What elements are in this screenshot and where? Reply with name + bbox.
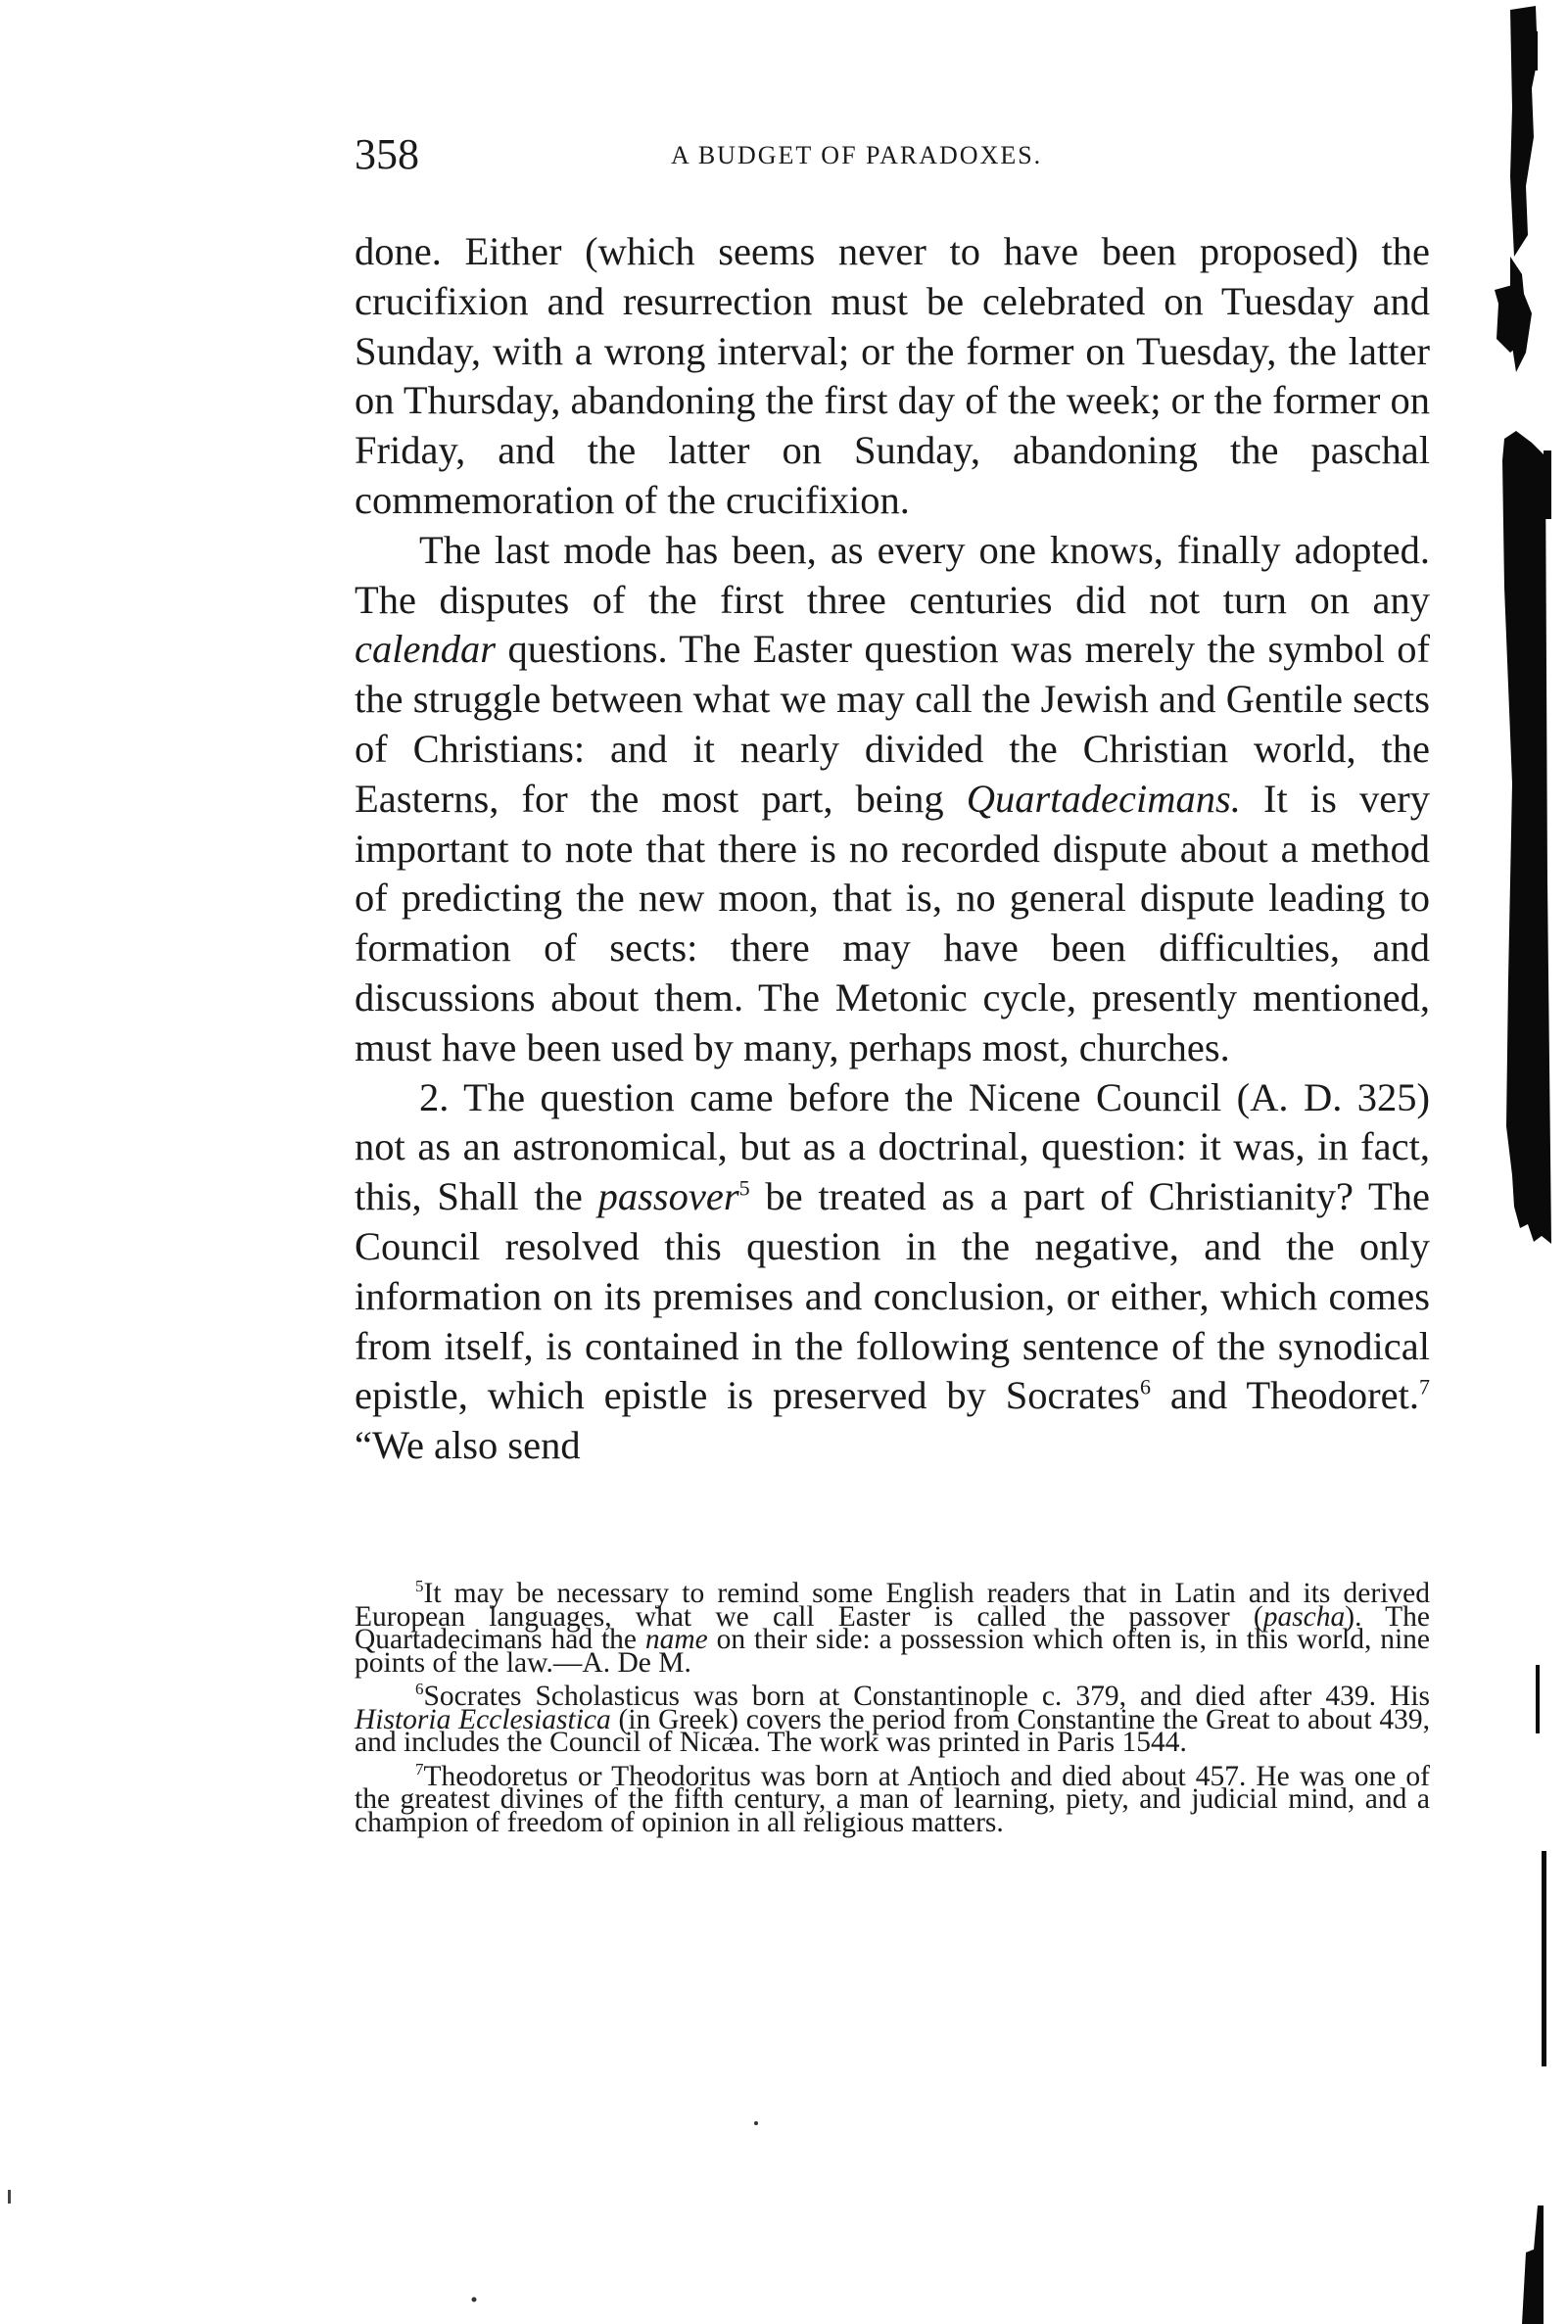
p2-quartadecimans: Quartadecimans. — [966, 776, 1241, 821]
footnote-6-title: Historia Ecclesiastica — [355, 1703, 611, 1735]
p3-passover: passover — [597, 1174, 739, 1219]
paragraph-3 — [355, 1073, 1430, 1471]
p2-calendar: calendar — [355, 627, 496, 672]
footnote-5-text-b: ). The Quartadecimans had the — [355, 1600, 1431, 1655]
p3-text-c: and Theodoret. — [1150, 1373, 1419, 1418]
footnotes — [355, 1577, 1431, 1838]
binding-shadow — [1487, 0, 1568, 2324]
footnote-6-mark: 6 — [415, 1680, 424, 1699]
footnote-5-text-a: It may be necessary to remind some English readers that in Latin and its derived European languages, what we call Easter is called the passover ( — [355, 1578, 1430, 1633]
footnote-5-name: name — [644, 1624, 708, 1655]
paragraph-1: done. Either (which seems never to have been proposed) the crucifixion and resurrection must be celebrated on Tuesday and Sunday, with a wrong interval; or the former on Tuesday, the latter on Thursday, abandoning the first day of the week; or the former on Friday, and the latter on Sunday, abandoning the paschal commemoration of the crucifixion. — [355, 229, 1430, 522]
footnote-7 — [355, 1759, 1430, 1838]
p2-text-c: It is very important to note that there is no recorded dispute about a method of predicting the new moon, that is, no general dispute leading to formation of sects: there may have been difficulties, and discussions about them. The Metonic cycle, presently mentioned, must have been used by many, perhaps most, churches. — [355, 776, 1430, 1069]
footnote-5-text-c: on their side: a possession which often is, in this world, nine points of the law.—A. De M. — [355, 1624, 1430, 1679]
p3-text-a: 2. The question came before the Nicene Council (A. D. 325) not as an astronomical, but as a doctrinal, question: it was, in fact, this, Shall the — [355, 1074, 1430, 1219]
footnote-6 — [355, 1680, 1430, 1758]
page-number: 358 — [355, 130, 419, 178]
p2-text-b: questions. The Easter question was merely the symbol of the struggle between what we may call the Jewish and Gentile sects of Christians: and it nearly divided the Christian world, the Easterns, for the most part, being — [355, 627, 1430, 821]
p2-text-a: The last mode has been, as every one knows, finally adopted. The disputes of the first three centuries did not turn on any — [355, 527, 1430, 622]
body-text — [355, 227, 1430, 1471]
footnote-5-pascha: pascha — [1262, 1600, 1346, 1633]
footnote-7-text: Theodoretus or Theodoritus was born at Antioch and died about 457. He was one of the greatest divines of the fifth century, a man of learning, piety, and judicial mind, and a champion of freedom of opinion in all religious matters. — [355, 1760, 1430, 1838]
footnote-ref-5: 5 — [738, 1175, 750, 1201]
paragraph-2 — [355, 526, 1430, 1073]
running-title: A BUDGET OF PARADOXES. — [671, 141, 1043, 169]
footnote-5-mark: 5 — [415, 1577, 424, 1596]
footnote-5 — [355, 1577, 1431, 1679]
footnote-ref-7: 7 — [1419, 1374, 1430, 1399]
footnote-6-text-b: (in Greek) covers the period from Constantine the Great to about 439, and includes the Council of Nicæa. The work was printed in Paris 1544. — [355, 1703, 1430, 1758]
footnote-6-text-a: Socrates Scholasticus was born at Constantinople c. 379, and died after 439. His — [423, 1681, 1430, 1712]
p3-text-d: “We also send — [355, 1423, 581, 1468]
footnote-ref-6: 6 — [1139, 1374, 1151, 1399]
running-head — [355, 125, 1432, 184]
footnote-7-mark: 7 — [415, 1759, 424, 1779]
p3-text-b: be treated as a part of Christianity? The Council resolved this question in the negative, and the only information on its premises and conclusion, or either, which comes from itself, is contained in the following sentence of the synodical epistle, which epistle is preserved by Socrates — [355, 1174, 1431, 1418]
